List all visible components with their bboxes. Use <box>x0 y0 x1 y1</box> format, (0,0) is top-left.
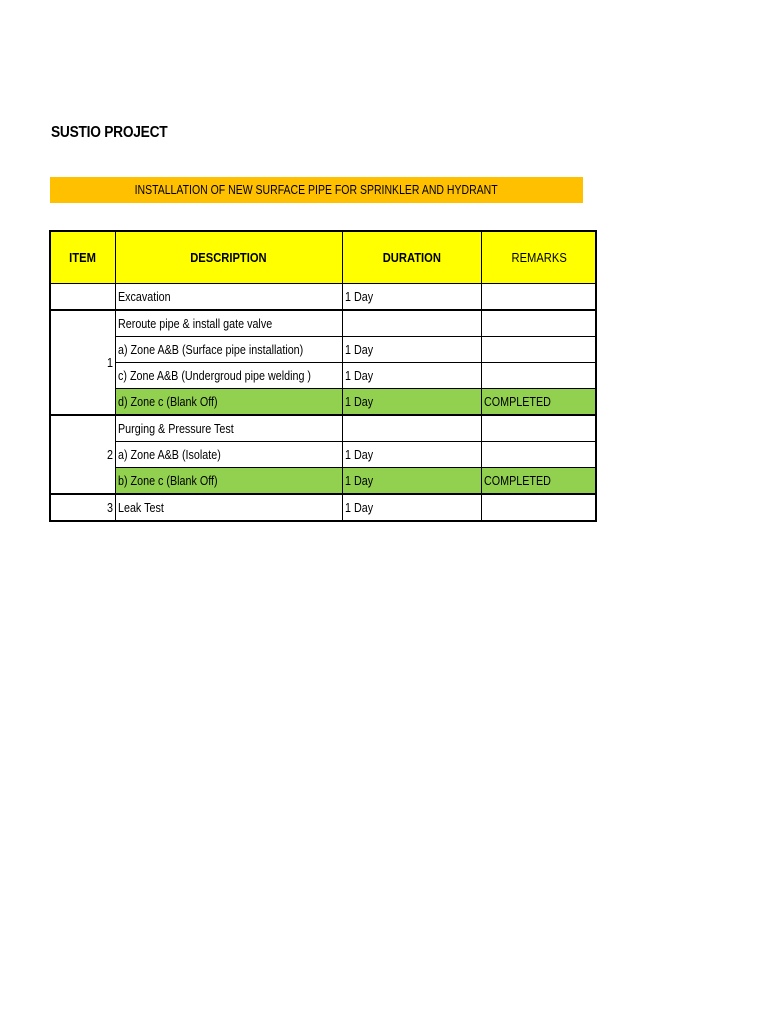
description-cell: Excavation <box>115 284 342 311</box>
table-row <box>50 284 596 311</box>
description-cell: Purging & Pressure Test <box>115 415 342 442</box>
table-row <box>50 363 596 389</box>
description-cell: Reroute pipe & install gate valve <box>115 310 342 337</box>
remarks-cell <box>481 337 596 363</box>
duration-cell: 1 Day <box>342 337 481 363</box>
header-item: ITEM <box>50 231 115 284</box>
duration-cell: 1 Day <box>342 389 481 416</box>
table-row <box>50 310 596 337</box>
duration-cell <box>342 310 481 337</box>
table-row <box>50 415 596 442</box>
header-duration: DURATION <box>342 231 481 284</box>
duration-cell: 1 Day <box>342 363 481 389</box>
table-header-row <box>50 231 596 284</box>
banner-text: INSTALLATION OF NEW SURFACE PIPE FOR SPRINKLER AND HYDRANT <box>134 183 499 197</box>
table-row <box>50 337 596 363</box>
item-cell: 1 <box>50 310 115 415</box>
remarks-cell: COMPLETED <box>481 389 596 416</box>
item-cell: 2 <box>50 415 115 494</box>
duration-cell <box>342 415 481 442</box>
duration-cell: 1 Day <box>342 494 481 521</box>
table-row <box>50 442 596 468</box>
header-description: DESCRIPTION <box>115 231 342 284</box>
item-cell: 3 <box>50 494 115 521</box>
description-cell: b) Zone c (Blank Off) <box>115 468 342 495</box>
remarks-cell <box>481 363 596 389</box>
remarks-cell <box>481 284 596 311</box>
remarks-cell <box>481 494 596 521</box>
duration-cell: 1 Day <box>342 284 481 311</box>
description-cell: c) Zone A&B (Undergroud pipe welding ) <box>115 363 342 389</box>
remarks-cell <box>481 310 596 337</box>
duration-cell: 1 Day <box>342 468 481 495</box>
table-row-completed <box>50 468 596 495</box>
duration-cell: 1 Day <box>342 442 481 468</box>
header-remarks: REMARKS <box>481 231 596 284</box>
remarks-cell: COMPLETED <box>481 468 596 495</box>
remarks-cell <box>481 442 596 468</box>
title-banner <box>50 177 583 203</box>
item-cell <box>50 284 115 311</box>
remarks-cell <box>481 415 596 442</box>
table-row-completed <box>50 389 596 416</box>
description-cell: a) Zone A&B (Surface pipe installation) <box>115 337 342 363</box>
table-row <box>50 494 596 521</box>
schedule-table <box>49 230 597 522</box>
description-cell: a) Zone A&B (Isolate) <box>115 442 342 468</box>
project-title: SUSTIO PROJECT <box>51 124 168 141</box>
description-cell: Leak Test <box>115 494 342 521</box>
description-cell: d) Zone c (Blank Off) <box>115 389 342 416</box>
